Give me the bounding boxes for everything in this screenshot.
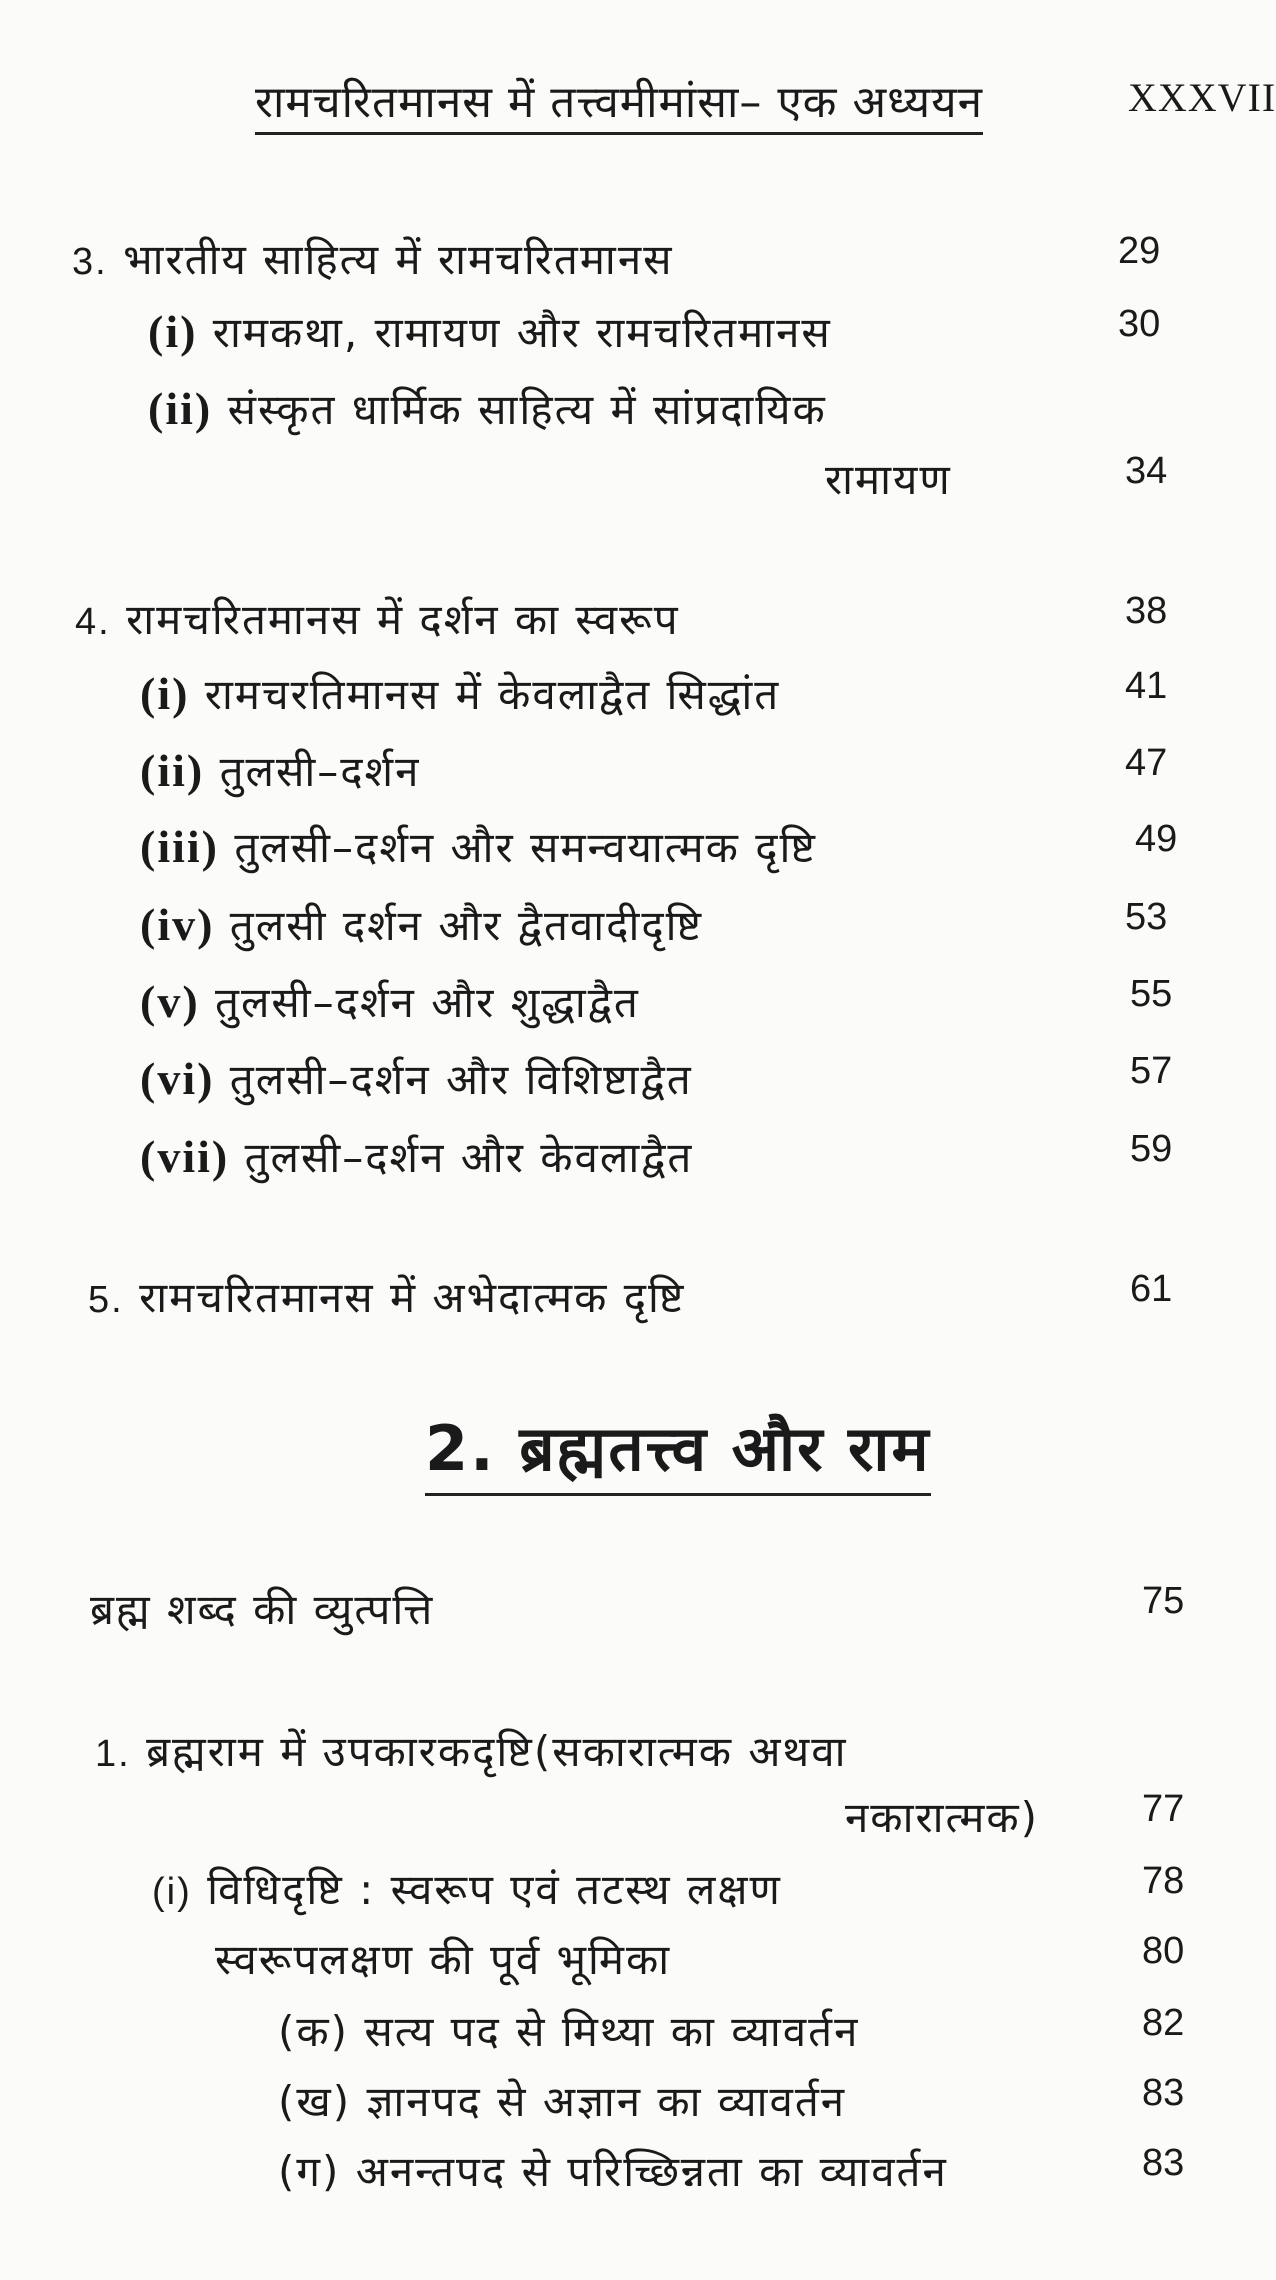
entry-page: 82 (1142, 2002, 1185, 2044)
toc-entry (0, 1050, 1249, 1110)
entry-title: तुलसी–दर्शन (219, 747, 421, 796)
toc-entry-continuation (0, 450, 1249, 510)
entry-page: 77 (1142, 1788, 1185, 1830)
entry-page: 75 (1142, 1580, 1185, 1622)
toc-entry (0, 742, 1249, 802)
entry-page: 57 (1130, 1050, 1173, 1092)
entry-title: विधिदृष्टि : स्वरूप एवं तटस्थ लक्षण (207, 1865, 782, 1914)
toc-entry (0, 230, 1249, 290)
toc-entry (0, 1930, 1249, 1990)
toc-entry (0, 303, 1249, 363)
entry-page: 61 (1130, 1268, 1173, 1310)
entry-page: 83 (1142, 2142, 1185, 2184)
entry-marker: (iv) (140, 899, 215, 950)
entry-page: 78 (1142, 1860, 1185, 1902)
entry-marker: (ग) (278, 2147, 341, 2196)
entry-title-continuation: नकारात्मक) (845, 1793, 1040, 1842)
toc-entry (0, 1580, 1249, 1640)
toc-entry (0, 1268, 1249, 1328)
entry-page: 59 (1130, 1128, 1173, 1170)
toc-entry (0, 380, 1249, 440)
entry-page: 49 (1135, 818, 1178, 860)
entry-title: रामकथा, रामायण और रामचरितमानस (212, 308, 832, 357)
toc-entry (0, 590, 1249, 650)
entry-title: ब्रह्म शब्द की व्युत्पत्ति (90, 1585, 435, 1634)
toc-entry (0, 896, 1249, 956)
entry-title: अनन्तपद से परिच्छिन्नता का व्यावर्तन (355, 2147, 948, 2196)
entry-page: 47 (1125, 742, 1168, 784)
toc-entry (0, 818, 1249, 878)
toc-entry (0, 1128, 1249, 1188)
toc-entry (0, 665, 1249, 725)
entry-page: 30 (1118, 303, 1161, 345)
entry-title: भारतीय साहित्य में रामचरितमानस (123, 235, 674, 284)
entry-marker: (i) (140, 668, 190, 719)
entry-page: 83 (1142, 2072, 1185, 2114)
entry-title: रामचरितमानस में अभेदात्मक दृष्टि (139, 1273, 686, 1322)
entry-title: सत्य पद से मिथ्या का व्यावर्तन (364, 2007, 860, 2056)
book-title: रामचरितमानस में तत्त्वमीमांसा– एक अध्ययन (255, 70, 983, 135)
entry-page: 38 (1125, 590, 1168, 632)
entry-title: तुलसी दर्शन और द्वैतवादीदृष्टि (229, 901, 704, 950)
toc-entry (0, 2002, 1249, 2062)
toc-entry (0, 973, 1249, 1033)
entry-marker: (vi) (140, 1053, 215, 1104)
entry-marker: (i) (148, 306, 198, 357)
toc-entry (0, 1860, 1249, 1920)
page-number: XXXVII (1128, 75, 1276, 120)
entry-title: तुलसी–दर्शन और विशिष्टाद्वैत (229, 1055, 693, 1104)
entry-title: रामचरितमानस में दर्शन का स्वरूप (126, 595, 680, 644)
entry-page: 34 (1125, 450, 1168, 492)
entry-marker: (ii) (148, 383, 213, 434)
entry-title: तुलसी–दर्शन और शुद्धाद्वैत (215, 978, 640, 1027)
toc-entry (0, 2072, 1249, 2132)
entry-title: ब्रह्मराम में उपकारकदृष्टि(सकारात्मक अथवा (146, 1727, 848, 1776)
entry-marker: (ख) (278, 2077, 352, 2126)
entry-marker: (ii) (140, 745, 205, 796)
entry-title: संस्कृत धार्मिक साहित्य में सांप्रदायिक (227, 385, 827, 434)
entry-marker: (i) (152, 1871, 192, 1913)
entry-page: 41 (1125, 665, 1168, 707)
entry-marker: 5. (88, 1279, 124, 1321)
entry-marker: 4. (75, 601, 111, 643)
chapter-heading: 2. ब्रह्मतत्त्व और राम (425, 1405, 931, 1496)
entry-page: 80 (1142, 1930, 1185, 1972)
entry-title: ज्ञानपद से अज्ञान का व्यावर्तन (366, 2077, 847, 2126)
toc-entry-continuation (0, 1788, 1249, 1848)
entry-page: 29 (1118, 230, 1161, 272)
entry-page: 55 (1130, 973, 1173, 1015)
entry-marker: (क) (278, 2007, 350, 2056)
toc-entry (0, 1722, 1249, 1782)
entry-marker: 3. (72, 241, 108, 283)
entry-marker: (iii) (140, 821, 219, 872)
entry-page: 53 (1125, 896, 1168, 938)
entry-title: स्वरूपलक्षण की पूर्व भूमिका (215, 1935, 672, 1984)
entry-title: रामचरतिमानस में केवलाद्वैत सिद्धांत (204, 670, 781, 719)
toc-entry (0, 2142, 1249, 2202)
entry-title: तुलसी–दर्शन और केवलाद्वैत (244, 1133, 694, 1182)
entry-marker: (vii) (140, 1131, 230, 1182)
entry-marker: 1. (95, 1733, 131, 1775)
entry-title-continuation: रामायण (825, 455, 952, 504)
entry-title: तुलसी–दर्शन और समन्वयात्मक दृष्टि (234, 823, 817, 872)
entry-marker: (v) (140, 976, 200, 1027)
